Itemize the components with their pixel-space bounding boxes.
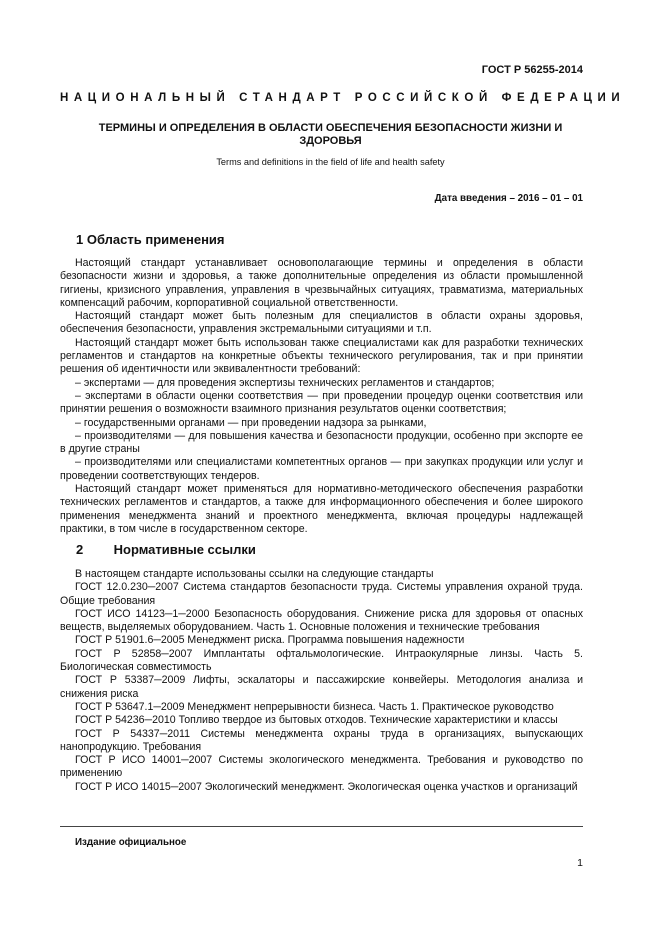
section-1-number: 1 <box>76 232 84 247</box>
introduction-date: Дата введения – 2016 – 01 – 01 <box>434 193 583 204</box>
section-1-title: Область применения <box>86 232 225 247</box>
reference-item: ГОСТ ИСО 14123─1─2000 Безопасность оборудования. Снижение риска для здоровья от опасных веществ, выделяемых оборудованием. Часть 1. Основные положения и технические требования <box>60 607 583 634</box>
document-title-english: Terms and definitions in the field of life and health safety <box>216 157 445 167</box>
reference-item: ГОСТ Р ИСО 14015─2007 Экологический менеджмент. Экологическая оценка участков и организаций <box>75 780 578 793</box>
section-2-body <box>60 568 583 794</box>
section-2-heading <box>76 542 256 557</box>
reference-item: ГОСТ 12.0.230─2007 Система стандартов безопасности труда. Системы управления охраной труда. Общие требования <box>60 581 583 607</box>
reference-item: ГОСТ Р 51901.6─2005 Менеджмент риска. Программа повышения надежности <box>75 634 465 647</box>
list-item: – экспертами в области оценки соответствия — при проведении процедур оценки соответствия или принятии решения о возможности взаимного признания результатов оценки соответствия; <box>60 389 583 416</box>
reference-item: ГОСТ Р 53387─2009 Лифты, эскалаторы и пассажирские конвейеры. Методология анализа и снижения риска <box>60 674 583 700</box>
section-1-heading <box>76 232 225 247</box>
document-title: ТЕРМИНЫ И ОПРЕДЕЛЕНИЯ В ОБЛАСТИ ОБЕСПЕЧЕНИЯ БЕЗОПАСНОСТИ ЖИЗНИ И ЗДОРОВЬЯ <box>98 122 563 147</box>
section-2-number: 2 <box>76 542 84 557</box>
list-item: – государственными органами — при проведении надзора за рынками, <box>75 416 427 429</box>
paragraph: В настоящем стандарте использованы ссылки на следующие стандарты <box>75 568 434 580</box>
section-1-body <box>60 257 583 536</box>
reference-item: ГОСТ Р 52858─2007 Имплантаты офтальмологические. Интраокулярные линзы. Часть 5. Биологическая совместимость <box>60 647 583 674</box>
footer-divider <box>60 826 583 827</box>
paragraph: Настоящий стандарт устанавливает основополагающие термины и определения в области безопасности жизни и здоровья, а также дополнительные определения из области промышленной гигиены, кризисного управления, управления в чрезвычайных ситуациях, травматизма, материальных компенсаций рабочим, корпоративной социальной ответственности. <box>60 257 583 309</box>
gost-number: ГОСТ Р 56255-2014 <box>481 64 583 76</box>
page-number: 1 <box>577 857 583 869</box>
official-edition-label: Издание официальное <box>75 837 187 848</box>
list-item: – экспертами — для проведения экспертизы технических регламентов и стандартов; <box>75 376 495 389</box>
list-item: – производителями или специалистами компетентных органов — при закупках продукции или услуг и проведении соответствующих тендеров. <box>60 456 583 482</box>
reference-item: ГОСТ Р 54337─2011 Системы менеджмента охраны труда в организациях, выпускающих нанопродукцию. Требования <box>60 727 583 753</box>
reference-item: ГОСТ Р 54236─2010 Топливо твердое из бытовых отходов. Технические характеристики и классы <box>75 714 558 727</box>
paragraph: Настоящий стандарт может применяться для нормативно-методического обеспечения разработки технических регламентов и стандартов, а также для информационного обеспечения и более широкого применения менеджмента знаний и проектного менеджмента, включая процедуры надлежащей практики, в том числе в государственном секторе. <box>60 483 583 535</box>
list-item: – производителями — для повышения качества и безопасности продукции, особенно при экспорте ее в другие страны <box>60 429 583 456</box>
paragraph: Настоящий стандарт может быть полезным для специалистов в области охраны здоровья, обеспечения безопасности, управления экстремальными ситуациями и т.п. <box>60 310 583 336</box>
paragraph: Настоящий стандарт может быть использован также специалистами как для разработки технических регламентов и стандартов на конкретные объекты технического регулирования, так и при принятии решения об идентичности или эквивалентности требований: <box>60 336 583 376</box>
reference-item: ГОСТ Р ИСО 14001─2007 Системы экологического менеджмента. Требования и руководство по применению <box>60 754 583 780</box>
national-standard-banner: НАЦИОНАЛЬНЫЙ СТАНДАРТ РОССИЙСКОЙ ФЕДЕРАЦИИ <box>60 92 626 104</box>
reference-item: ГОСТ Р 53647.1─2009 Менеджмент непрерывности бизнеса. Часть 1. Практическое руководство <box>75 700 554 713</box>
section-2-title: Нормативные ссылки <box>113 542 256 557</box>
